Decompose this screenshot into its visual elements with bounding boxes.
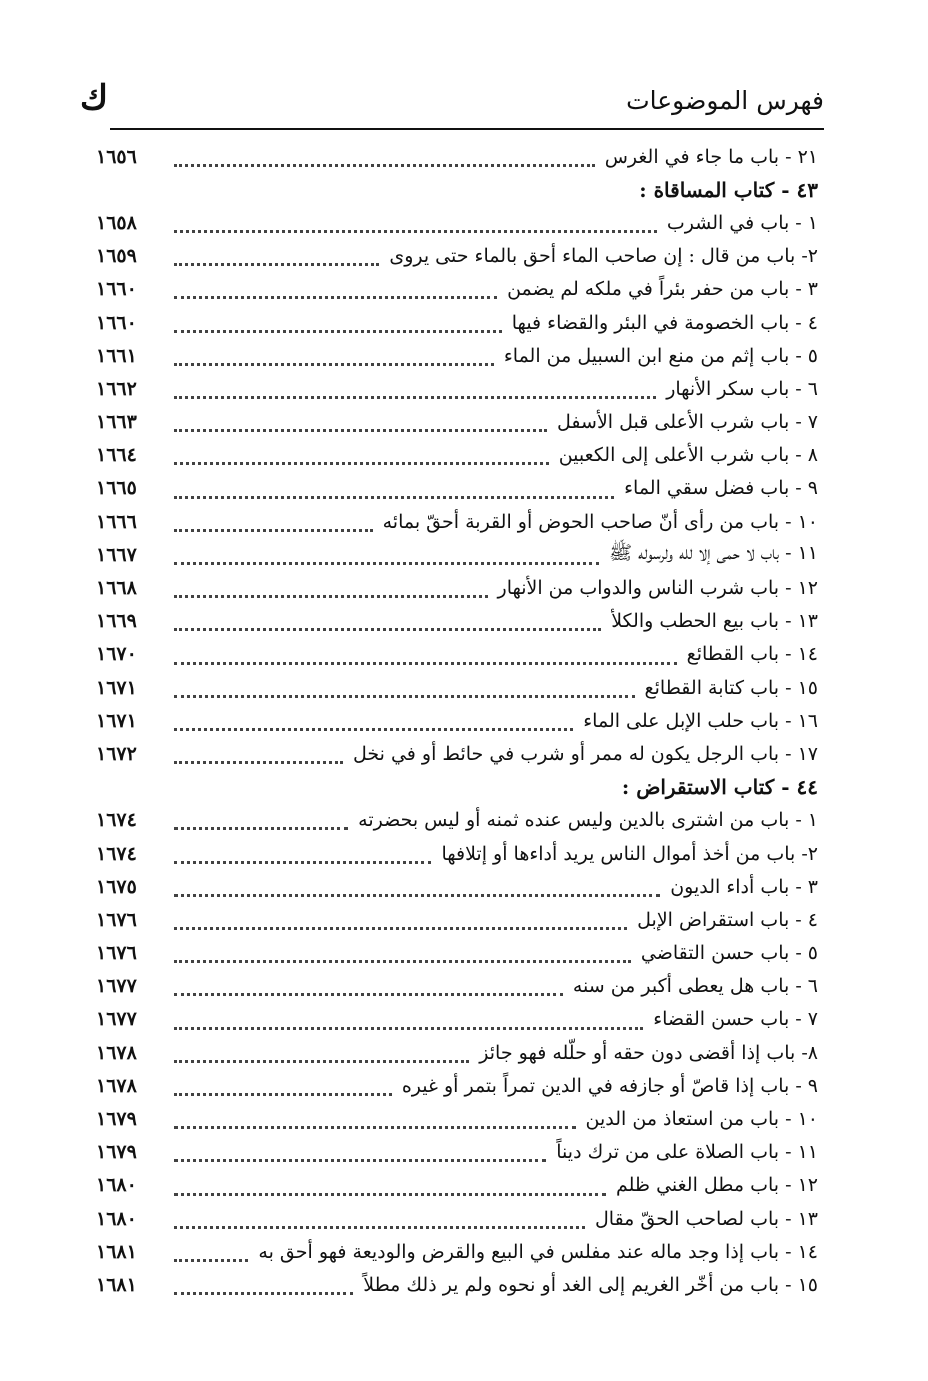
page-number: ١٦٦٤ [96,444,137,467]
entry-title: ٣ - باب من حفر بئراً في ملكه لم يضمن [507,278,818,301]
dot-leader [174,330,494,366]
entry-title: ١٦ - باب حلب الإبل على الماء [583,709,818,732]
dot-leader [174,1159,606,1195]
dot-leader [174,363,656,399]
dot-leader [174,728,343,764]
entry-title: ١٧ - باب الرجل يكون له ممر أو شرب في حائط أو في نخل [352,742,818,765]
dot-leader [174,794,348,830]
entry-title: ١ - باب في الشرب [666,211,818,234]
entry-title: ١٢ - باب مطل الغني ظلم [615,1174,818,1197]
page-number: ١٦٧٦ [96,942,137,965]
entry-title: ١١ - باب لا حمى إلا لله ولرسوله ﷺ [609,541,818,564]
dot-leader [174,595,601,631]
page-number: ١٦٨٠ [96,1174,137,1197]
page-number: ١٦٧٨ [96,1041,137,1064]
dot-leader [174,529,599,565]
page-number: ١٦٨١ [96,1240,137,1263]
dot-leader [174,1226,248,1262]
entry-title: ١٠ - باب من استعاذ من الدين [585,1108,818,1131]
dot-leader [174,1126,546,1162]
dot-leader [174,131,595,167]
dot-leader [174,894,627,930]
page-number: ١٦٧٩ [96,1108,137,1131]
page-number: ١٦٨٠ [96,1207,137,1230]
entry-title: ٤ - باب الخصومة في البئر والقضاء فيها [511,311,818,334]
entry-title: ٥ - باب إثم من منع ابن السبيل من الماء [503,344,818,367]
entry-title: ١١ - باب الصلاة على من ترك ديناً [556,1141,818,1164]
entry-title: ٢- باب من قال : إن صاحب الماء أحق بالماء حتى يروى [389,245,818,268]
page-number: ١٦٧٧ [96,1008,137,1031]
page-letter: ك [80,78,109,118]
page-number: ١٦٧٧ [96,975,137,998]
entry-title: ١٠ - باب من رأى أنّ صاحب الحوض أو القربة أحقّ بمائه [382,510,818,533]
page-header [80,78,824,124]
page-number: ١٦٥٦ [96,145,137,168]
dot-leader [174,927,631,963]
entry-title: ٧ - باب شرب الأعلى قبل الأسفل [557,411,818,434]
page-number: ١٦٦٠ [96,278,137,301]
page-number: ١٦٦٧ [96,543,137,566]
toc-entry [96,140,818,173]
entry-title: ١٥ - باب من أخّر الغريم إلى الغد أو نحوه ولم ير ذلك مطلاً [363,1273,818,1296]
dot-leader [174,662,635,698]
page-number: ١٦٦٨ [96,577,137,600]
dot-leader [174,628,677,664]
dot-leader [174,1193,585,1229]
dot-leader [174,695,573,731]
entry-title: ١٤ - باب القطائع [686,643,818,666]
entry-title: ٦ - باب سكر الأنهار [666,377,818,400]
dot-leader [174,1027,469,1063]
dot-leader [174,1093,576,1129]
dot-leader [174,263,497,299]
page-number: ١٦٦١ [96,344,137,367]
page-number: ١٦٧٨ [96,1074,137,1097]
dot-leader [174,230,379,266]
toc-entry [96,737,818,770]
entry-title: ٤٤ - كتاب الاستقراض : [621,775,818,800]
dot-leader [174,960,563,996]
dot-leader [174,296,502,332]
page-number: ١٦٦٩ [96,610,137,633]
page-number: ١٦٥٩ [96,245,137,268]
page-title: فهرس الموضوعات [626,86,824,115]
page-number: ١٦٦٠ [96,311,137,334]
entry-title: ٢١ - باب ما جاء في الغرس [604,145,818,168]
dot-leader [174,462,614,498]
entry-title: ٢- باب من أخذ أموال الناس يريد أداءها أو إتلافها [441,842,818,865]
page-number: ١٦٦٣ [96,411,137,434]
page-number: ١٦٨١ [96,1273,137,1296]
table-of-contents [96,140,818,1302]
dot-leader [174,496,373,532]
entry-title: ١٣ - باب بيع الحطب والكلأ [611,610,818,633]
entry-title: ٥ - باب حسن التقاضي [640,942,818,965]
page-number: ١٦٧١ [96,676,137,699]
dot-leader [174,993,643,1029]
entry-title: ١٣ - باب لصاحب الحقّ مقال [594,1207,818,1230]
page-number: ١٦٦٥ [96,477,137,500]
page-number: ١٦٧١ [96,709,137,732]
page-number: ١٦٦٦ [96,510,137,533]
page-number: ١٦٧٤ [96,809,137,832]
page-number: ١٦٧٦ [96,908,137,931]
dot-leader [174,1259,353,1295]
page-number: ١٦٧٠ [96,643,137,666]
page-number: ١٦٧٤ [96,842,137,865]
page-number: ١٦٦٢ [96,377,137,400]
entry-title: ٤ - باب استقراض الإبل [637,908,818,931]
toc-entry [96,1268,818,1301]
page-number: ١٦٧٢ [96,742,137,765]
entry-title: ٩ - باب فضل سقي الماء [624,477,818,500]
dot-leader [174,396,547,432]
dot-leader [174,197,657,233]
entry-title: ٣ - باب أداء الديون [670,875,818,898]
entry-title: ١٥ - باب كتابة القطائع [644,676,818,699]
entry-title: ٨ - باب شرب الأعلى إلى الكعبين [558,444,818,467]
dot-leader [174,827,431,863]
entry-title: ٨- باب إذا أقضى دون حقه أو حلّله فهو جائز [479,1041,818,1064]
entry-title: ٩ - باب إذا قاصّ أو جازفه في الدين تمراً بتمر أو غيره [401,1074,818,1097]
entry-title: ١٢ - باب شرب الناس والدواب من الأنهار [497,577,818,600]
entry-title: ١٤ - باب إذا وجد ماله عند مفلس في البيع والقرض والوديعة فهو أحق به [258,1240,818,1263]
entry-title: ٦ - باب هل يعطى أكبر من سنه [572,975,818,998]
page-number: ١٦٧٩ [96,1141,137,1164]
dot-leader [174,1060,392,1096]
page-number: ١٦٥٨ [96,211,137,234]
entry-title: ١ - باب من اشترى بالدين وليس عنده ثمنه أو ليس بحضرته [358,809,818,832]
entry-title: ٧ - باب حسن القضاء [653,1008,818,1031]
dot-leader [174,429,549,465]
entry-title: ٤٣ - كتاب المساقاة : [639,177,818,202]
page-number: ١٦٧٥ [96,875,137,898]
dot-leader [174,562,488,598]
dot-leader [174,861,660,897]
